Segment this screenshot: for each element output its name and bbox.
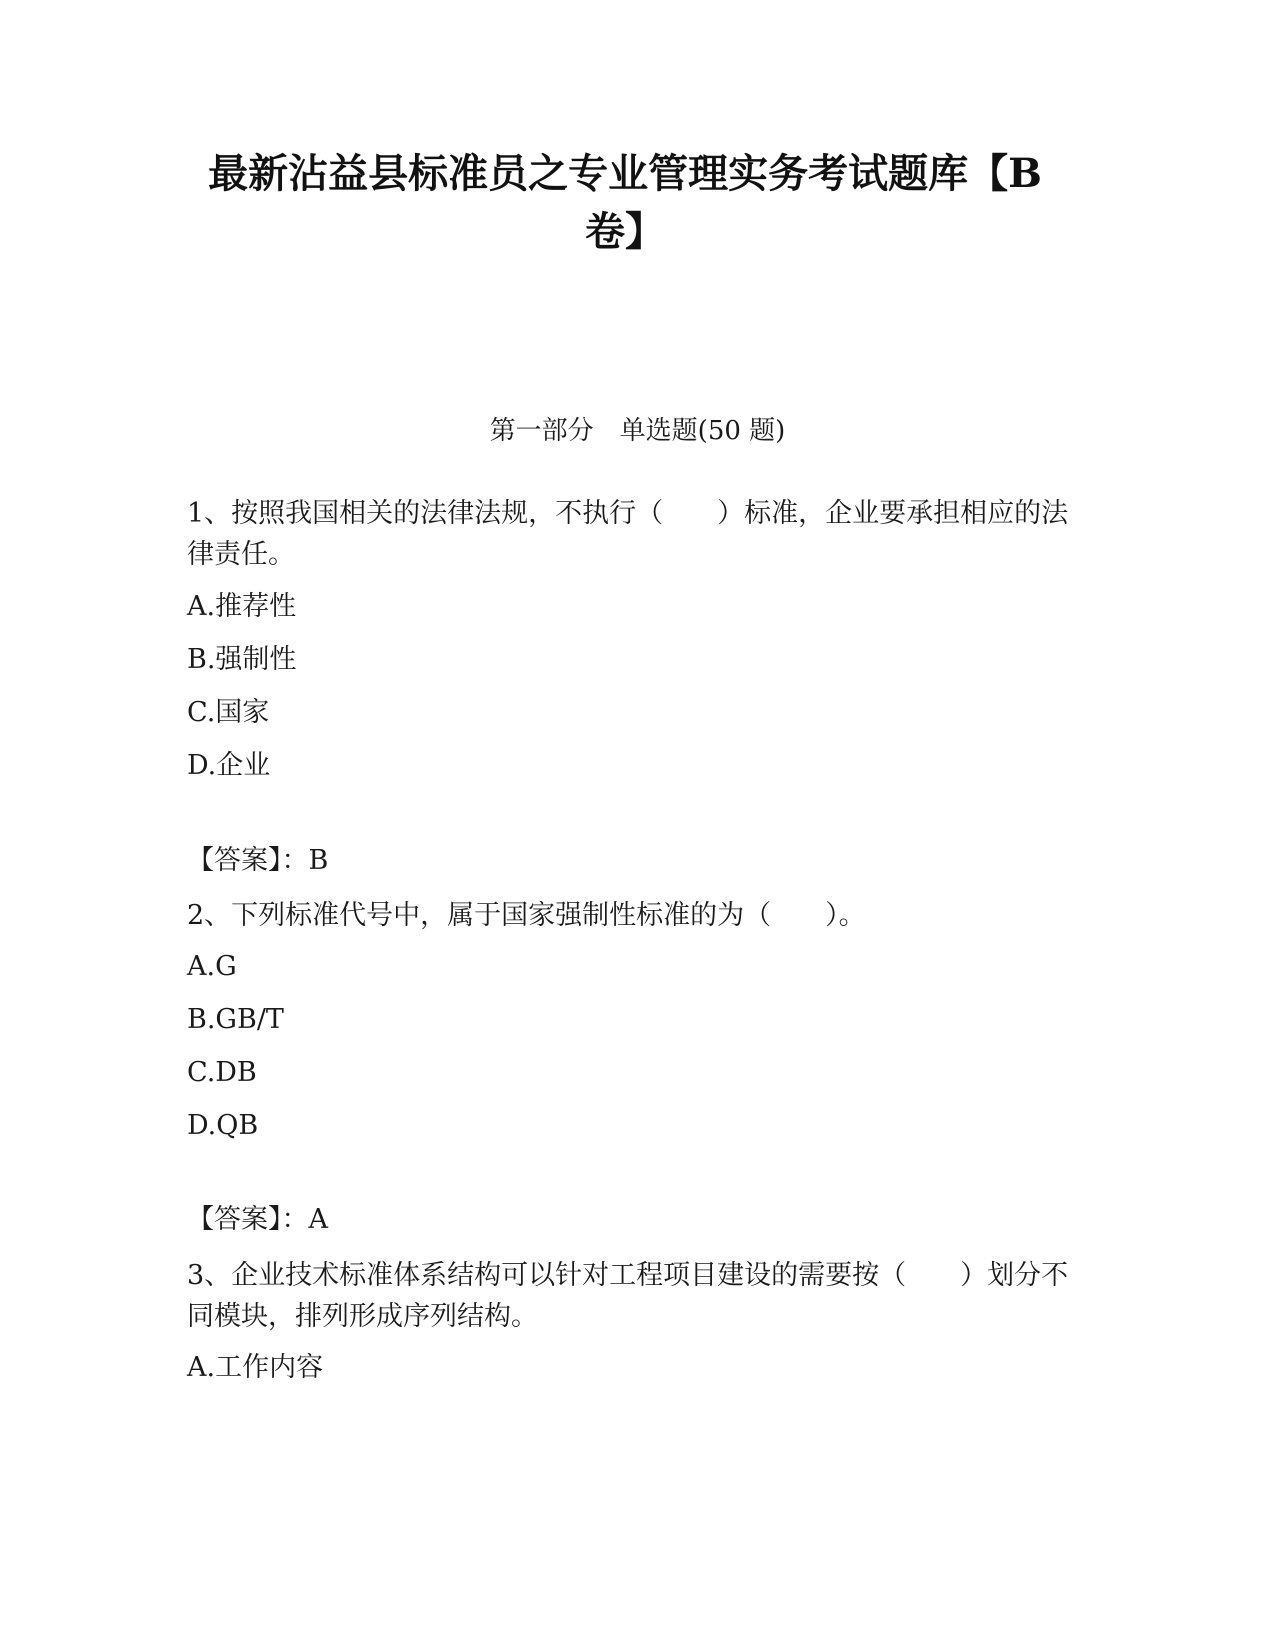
question-3-text: 3、企业技术标准体系结构可以针对工程项目建设的需要按（ ）划分不同模块，排列形成序列结构。: [187, 1260, 1069, 1332]
question-2-option-d: D.QB: [187, 1110, 259, 1141]
question-2-option-b: B.GB/T: [187, 1004, 284, 1035]
question-1-answer: 【答案】：B: [187, 845, 329, 876]
document-title: 最新沾益县标准员之专业管理实务考试题库【B卷】: [208, 150, 1042, 255]
question-2-option-c: C.DB: [187, 1057, 257, 1088]
question-1-option-b: B.强制性: [187, 644, 297, 675]
question-1-option-a: A.推荐性: [187, 591, 297, 622]
section-heading: 第一部分 单选题(50 题): [489, 416, 786, 446]
question-2-text: 2、下列标准代号中，属于国家强制性标准的为（ ）。: [187, 900, 866, 931]
question-2-option-a: A.G: [187, 951, 237, 982]
question-2-answer: 【答案】：A: [187, 1204, 328, 1235]
question-3-option-a: A.工作内容: [187, 1352, 324, 1383]
question-1-text: 1、按照我国相关的法律法规，不执行（ ）标准，企业要承担相应的法律责任。: [187, 498, 1069, 570]
question-1-option-d: D.企业: [187, 750, 271, 781]
question-1-option-c: C.国家: [187, 697, 270, 728]
